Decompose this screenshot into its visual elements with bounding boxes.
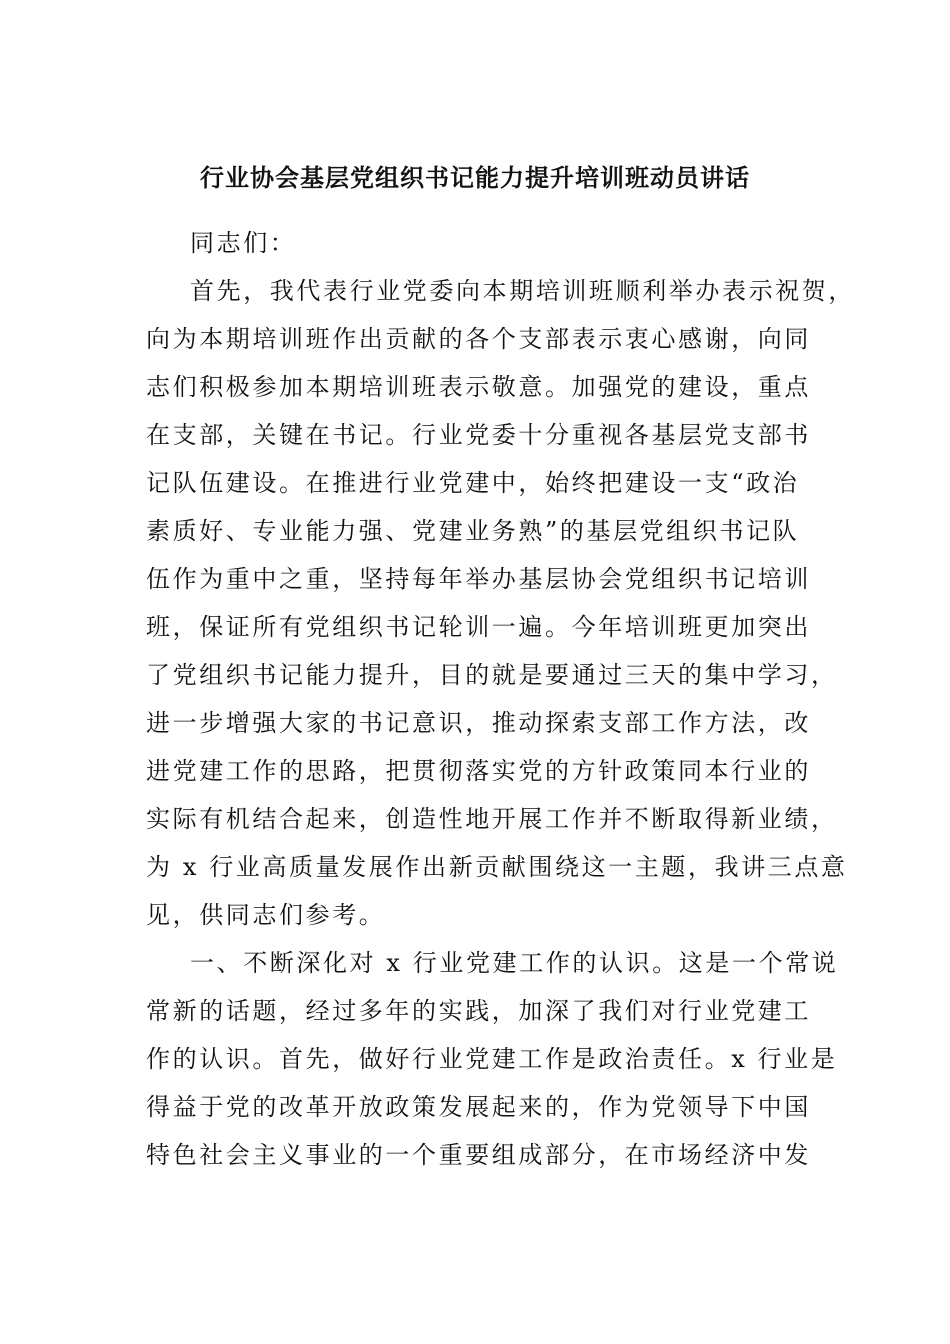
paragraph-line: 素质好、专业能力强、党建业务熟”的基层党组织书记队	[146, 517, 800, 545]
salutation-line: 同志们：	[190, 229, 297, 257]
paragraph-line: 志们积极参加本期培训班表示敬意。加强党的建设，重点	[146, 373, 811, 401]
paragraph-line: 记队伍建设。在推进行业党建中，始终把建设一支“政治	[146, 469, 800, 497]
paragraph-line: 进党建工作的思路，把贯彻落实党的方针政策同本行业的	[146, 757, 811, 785]
paragraph-line: 首先，我代表行业党委向本期培训班顺利举办表示祝贺，	[190, 277, 855, 305]
paragraph-line: 进一步增强大家的书记意识，推动探索支部工作方法，改	[146, 709, 811, 737]
paragraph-line: 向为本期培训班作出贡献的各个支部表示衷心感谢，向同	[146, 325, 811, 353]
paragraph-line: 实际有机结合起来，创造性地开展工作并不断取得新业绩，	[146, 805, 838, 833]
paragraph-line: 特色社会主义事业的一个重要组成部分，在市场经济中发	[146, 1141, 811, 1169]
paragraph-line: 常新的话题，经过多年的实践，加深了我们对行业党建工	[146, 997, 811, 1025]
paragraph-line: 伍作为重中之重，坚持每年举办基层协会党组织书记培训	[146, 565, 811, 593]
paragraph-line: 见，供同志们参考。	[146, 901, 386, 929]
section-heading-line: 一、不断深化对 x 行业党建工作的认识。这是一个常说	[190, 949, 839, 977]
paragraph-line: 为 x 行业高质量发展作出新贡献围绕这一主题，我讲三点意	[146, 853, 848, 881]
paragraph-line: 班，保证所有党组织书记轮训一遍。今年培训班更加突出	[146, 613, 811, 641]
paragraph-line: 作的认识。首先，做好行业党建工作是政治责任。x 行业是	[146, 1045, 838, 1073]
document-title: 行业协会基层党组织书记能力提升培训班动员讲话	[200, 163, 750, 192]
paragraph-line: 了党组织书记能力提升，目的就是要通过三天的集中学习，	[146, 661, 838, 689]
paragraph-line: 得益于党的改革开放政策发展起来的，作为党领导下中国	[146, 1093, 811, 1121]
paragraph-line: 在支部，关键在书记。行业党委十分重视各基层党支部书	[146, 421, 811, 449]
